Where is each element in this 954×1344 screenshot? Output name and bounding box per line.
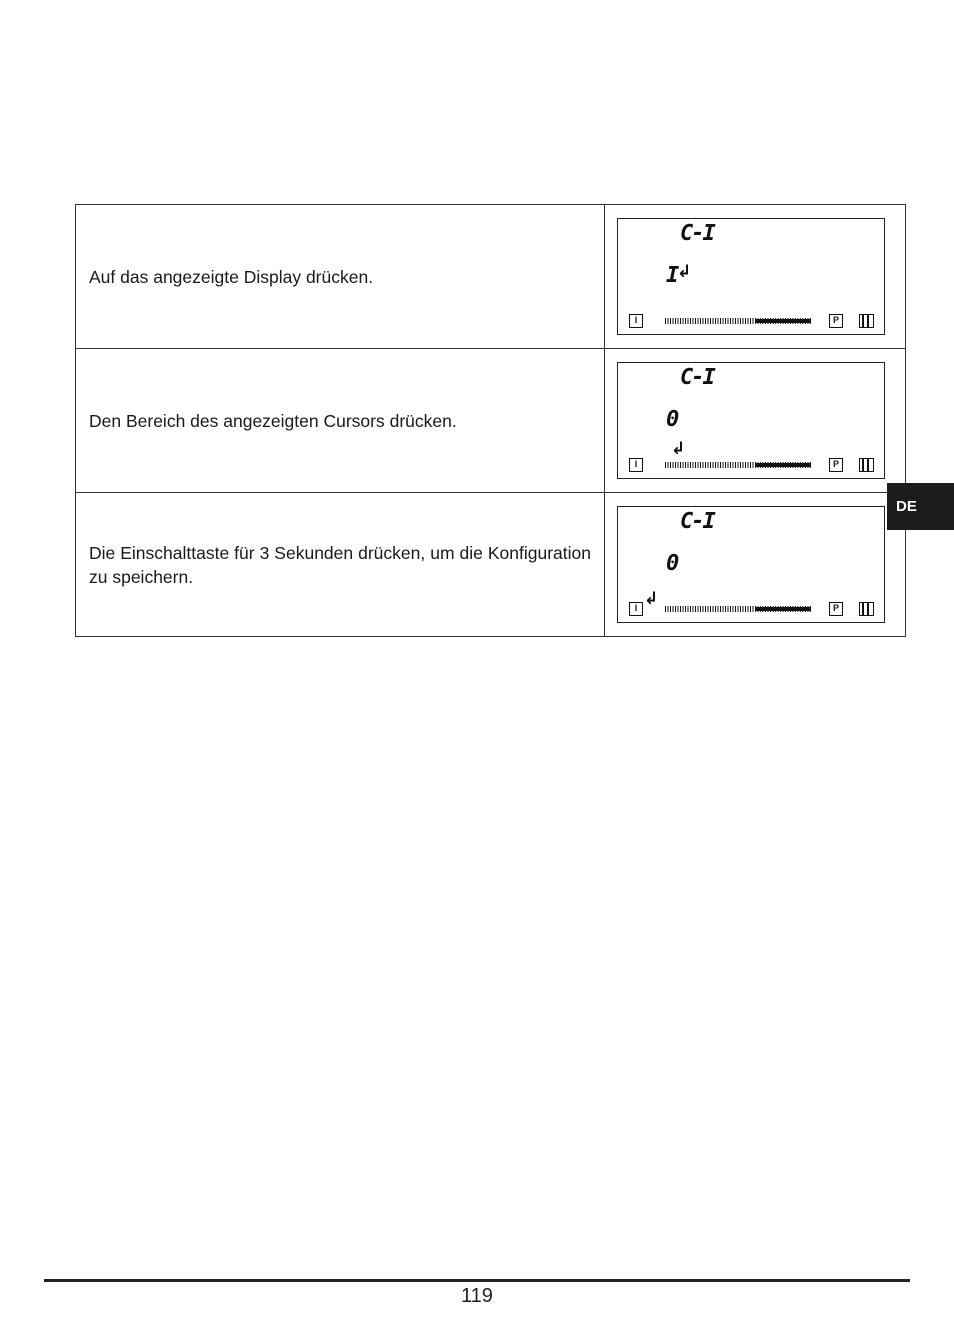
menu-bars-icon (859, 314, 874, 328)
display-cell (605, 493, 906, 637)
language-tab: DE (887, 483, 954, 530)
step-text: Den Bereich des angezeigten Cursors drücken. (76, 349, 605, 493)
step-row (76, 349, 906, 493)
display-value: 0 (666, 407, 680, 432)
program-icon: P (829, 602, 843, 616)
program-icon: P (829, 314, 843, 328)
control-display (617, 506, 885, 623)
step-text: Die Einschalttaste für 3 Sekunden drücken, um die Konfiguration zu speichern. (76, 493, 605, 637)
page-number: 119 (461, 1285, 493, 1307)
slider-bar (665, 606, 811, 612)
power-icon: I (629, 602, 643, 616)
step-row (76, 205, 906, 349)
step-text: Auf das angezeigte Display drücken. (76, 205, 605, 349)
menu-bars-icon (859, 458, 874, 472)
cursor-icon: ↲ (671, 439, 686, 459)
program-icon: P (829, 458, 843, 472)
power-icon: I (629, 458, 643, 472)
display-value: I (666, 263, 680, 288)
display-value: 0 (666, 551, 680, 576)
display-code: C-I (680, 221, 714, 246)
display-code: C-I (680, 509, 714, 534)
cursor-icon: ↲ (644, 589, 659, 609)
cursor-icon: ↲ (677, 262, 692, 282)
display-cell (605, 349, 906, 493)
menu-bars-icon (859, 602, 874, 616)
display-cell (605, 205, 906, 349)
steps-table (75, 204, 906, 637)
control-display (617, 218, 885, 335)
footer-rule (44, 1279, 910, 1282)
step-row (76, 493, 906, 637)
power-icon: I (629, 314, 643, 328)
control-display (617, 362, 885, 479)
display-code: C-I (680, 365, 714, 390)
slider-bar (665, 462, 811, 468)
slider-bar (665, 318, 811, 324)
